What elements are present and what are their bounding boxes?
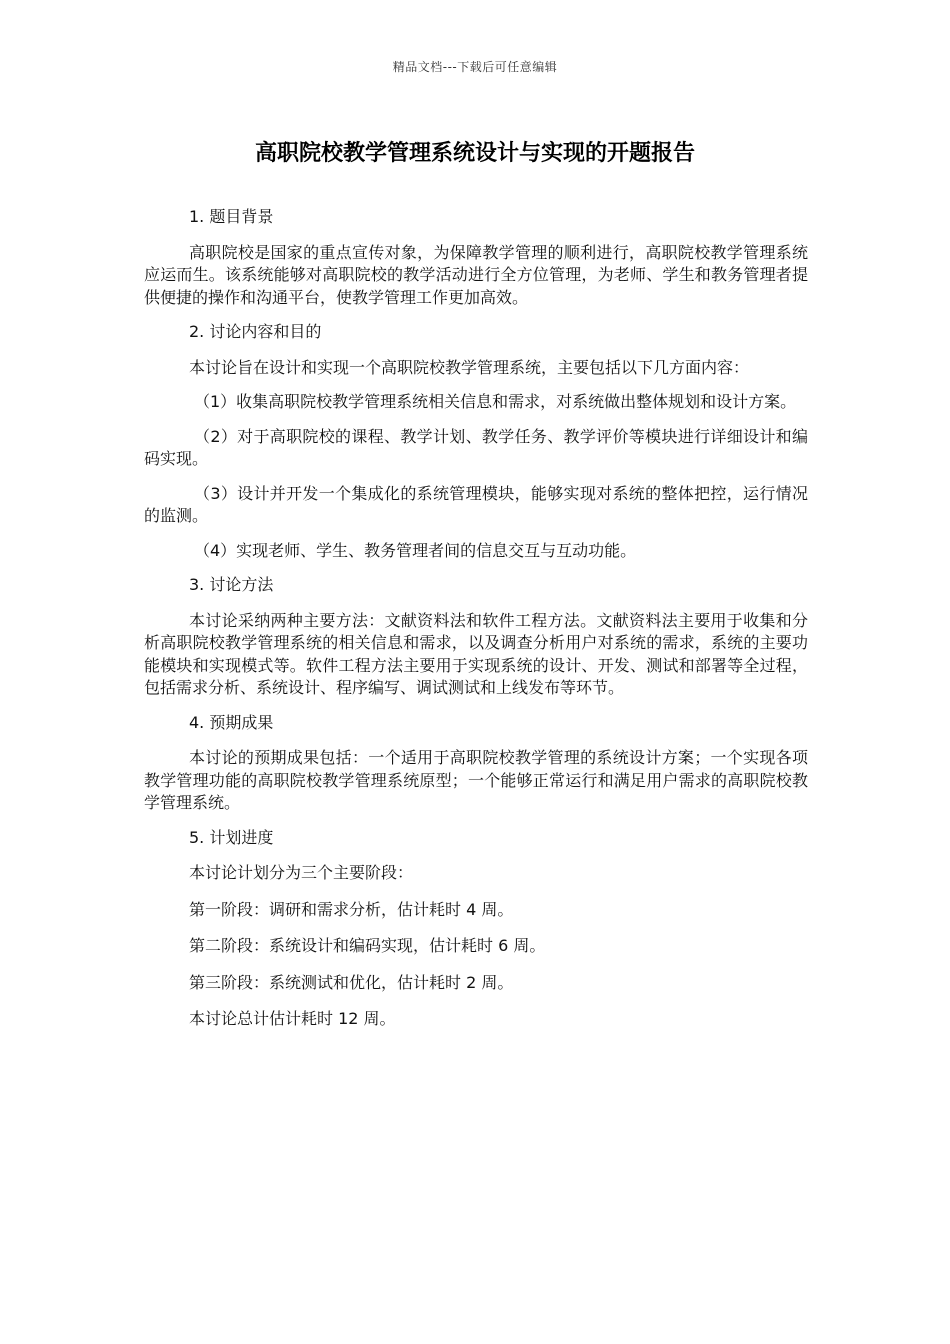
section-heading-content: 2. 讨论内容和目的: [189, 322, 322, 341]
schedule-phase-2: 第二阶段：系统设计和编码实现，估计耗时 6 周。: [189, 936, 546, 955]
schedule-total: 本讨论总计估计耗时 12 周。: [189, 1009, 396, 1028]
content-item-3: （3）设计并开发一个集成化的系统管理模块，能够实现对系统的整体把控，运行情况的监测。: [144, 483, 808, 525]
section-intro-content: 本讨论旨在设计和实现一个高职院校教学管理系统，主要包括以下几方面内容：: [189, 357, 750, 377]
document-title: 高职院校教学管理系统设计与实现的开题报告: [254, 141, 695, 166]
section-body-background: 高职院校是国家的重点宣传对象，为保障教学管理的顺利进行，高职院校教学管理系统应运而生。该系统能够对高职院校的教学活动进行全方位管理，为老师、学生和教务管理者提供便捷的操作和沟通平台，使教学管理工作更加高效。: [144, 242, 808, 307]
header-note: 精品文档---下载后可任意编辑: [392, 60, 558, 74]
content-item-1: （1）收集高职院校教学管理系统相关信息和需求，对系统做出整体规划和设计方案。: [194, 392, 797, 411]
content-item-4: （4）实现老师、学生、教务管理者间的信息交互与互动功能。: [194, 540, 637, 560]
schedule-phase-3: 第三阶段：系统测试和优化，估计耗时 2 周。: [189, 972, 514, 992]
schedule-intro: 本讨论计划分为三个主要阶段：: [189, 863, 414, 882]
section-body-outcomes: 本讨论的预期成果包括：一个适用于高职院校教学管理的系统设计方案；一个实现各项教学管理功能的高职院校教学管理系统原型；一个能够正常运行和满足用户需求的高职院校教学管理系统。: [144, 748, 808, 812]
section-body-method: 本讨论采纳两种主要方法：文献资料法和软件工程方法。文献资料法主要用于收集和分析高职院校教学管理系统的相关信息和需求，以及调查分析用户对系统的需求，系统的主要功能模块和实现模式等。软件工程方法主要用于实现系统的设计、开发、测试和部署等全过程，包括需求分析、系统设计、程序编写、调试测试和上线发布等环节。: [144, 610, 808, 697]
schedule-phase-1: 第一阶段：调研和需求分析，估计耗时 4 周。: [189, 899, 514, 919]
section-heading-method: 3. 讨论方法: [189, 575, 274, 594]
document-body: [144, 206, 808, 1045]
section-heading-background: 1. 题目背景: [189, 207, 274, 226]
section-heading-outcomes: 4. 预期成果: [189, 712, 274, 732]
content-item-2: （2）对于高职院校的课程、教学计划、教学任务、教学评价等模块进行详细设计和编码实现。: [144, 426, 808, 468]
section-heading-schedule: 5. 计划进度: [189, 827, 274, 847]
